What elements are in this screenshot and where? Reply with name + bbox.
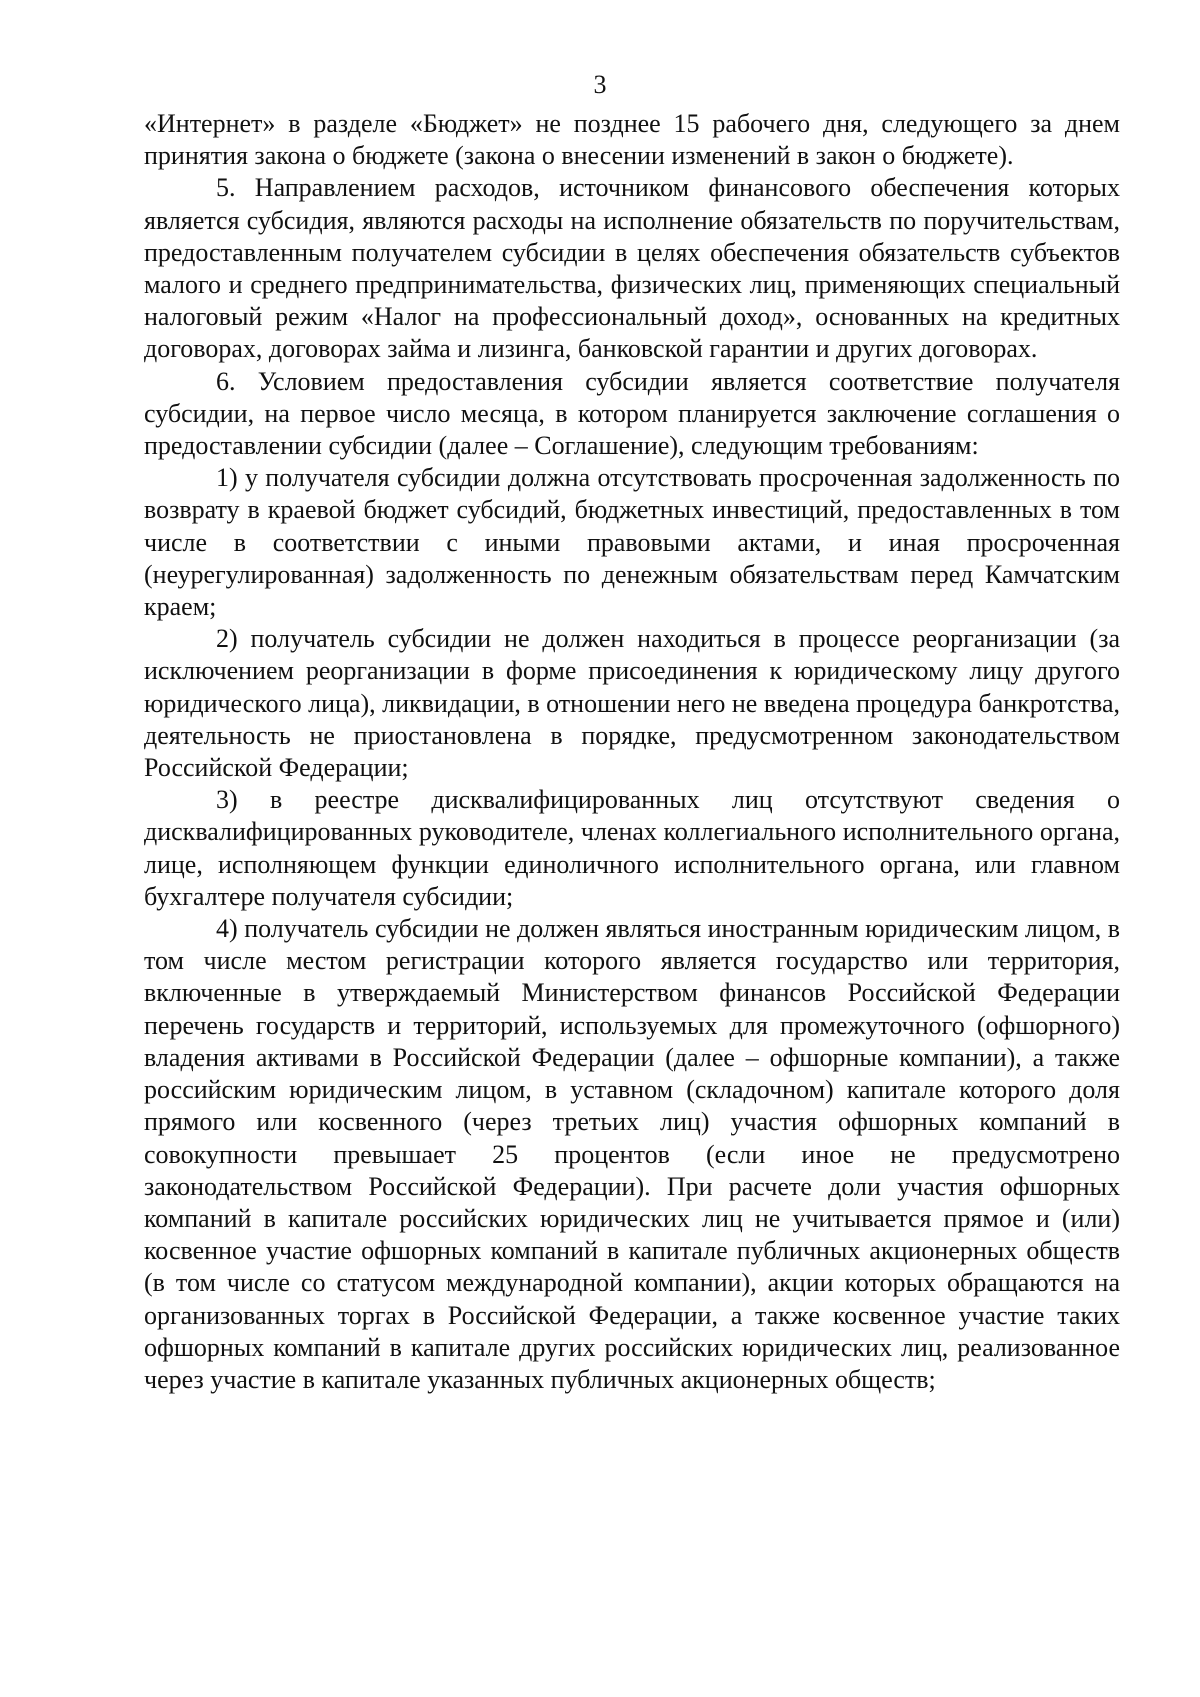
paragraph-subitem-3: 3) в реестре дисквалифицированных лиц отсутствуют сведения о дисквалифицированных руководителе, членах коллегиального исполнительного органа, лице, исполняющем функции единоличного исполнительного органа, или главном бухгалтере получателя субсидии; [144, 785, 1120, 911]
paragraph-continuation: «Интернет» в разделе «Бюджет» не позднее 15 рабочего дня, следующего за днем принятия закона о бюджете (закона о внесении изменений в закон о бюджете). [144, 109, 1120, 171]
paragraph-subitem-2: 2) получатель субсидии не должен находиться в процессе реорганизации (за исключением реорганизации в форме присоединения к юридическому лицу другого юридического лица), ликвидации, в отношении него не введена процедура банкротства, деятельность не приостановлена в порядке, предусмотренном законодательством Российской Федерации; [144, 624, 1120, 783]
paragraph-subitem-1: 1) у получателя субсидии должна отсутствовать просроченная задолженность по возврату в краевой бюджет субсидий, бюджетных инвестиций, предоставленных в том числе в соответствии с иными правовыми актами, и иная просроченная (неурегулированная) задолженность по денежным обязательствам перед Камчатским краем; [144, 463, 1120, 622]
paragraph-item-5: 5. Направлением расходов, источником финансового обеспечения которых является субсидия, являются расходы на исполнение обязательств по поручительствам, предоставленным получателем субсидии в целях обеспечения обязательств субъектов малого и среднего предпринимательства, физических лиц, применяющих специальный налоговый режим «Налог на профессиональный доход», основанных на кредитных договорах, договорах займа и лизинга, банковской гарантии и других договорах. [144, 173, 1120, 364]
page-number: 3 [593, 70, 607, 99]
paragraph-subitem-4: 4) получатель субсидии не должен являться иностранным юридическим лицом, в том числе местом регистрации которого является государство или территория, включенные в утверждаемый Министерством финансов Российской Федерации перечень государств и территорий, используемых для промежуточного (офшорного) владения активами в Российской Федерации (далее – офшорные компании), а также российским юридическим лицом, в уставном (складочном) капитале которого доля прямого или косвенного (через третьих лиц) участия офшорных компаний в совокупности превышает 25 процентов (если иное не предусмотрено законодательством Российской Федерации). При расчете доли участия офшорных компаний в капитале российских юридических лиц не учитывается прямое и (или) косвенное участие офшорных компаний в капитале публичных акционерных обществ (в том числе со статусом международной компании), акции которых обращаются на организованных торгах в Российской Федерации, а также косвенное участие таких офшорных компаний в капитале других российских юридических лиц, реализованное через участие в капитале указанных публичных акционерных обществ; [144, 914, 1120, 1394]
document-body [144, 108, 1120, 1396]
paragraph-item-6: 6. Условием предоставления субсидии является соответствие получателя субсидии, на первое число месяца, в котором планируется заключение соглашения о предоставлении субсидии (далее – Соглашение), следующим требованиям: [144, 366, 1120, 461]
